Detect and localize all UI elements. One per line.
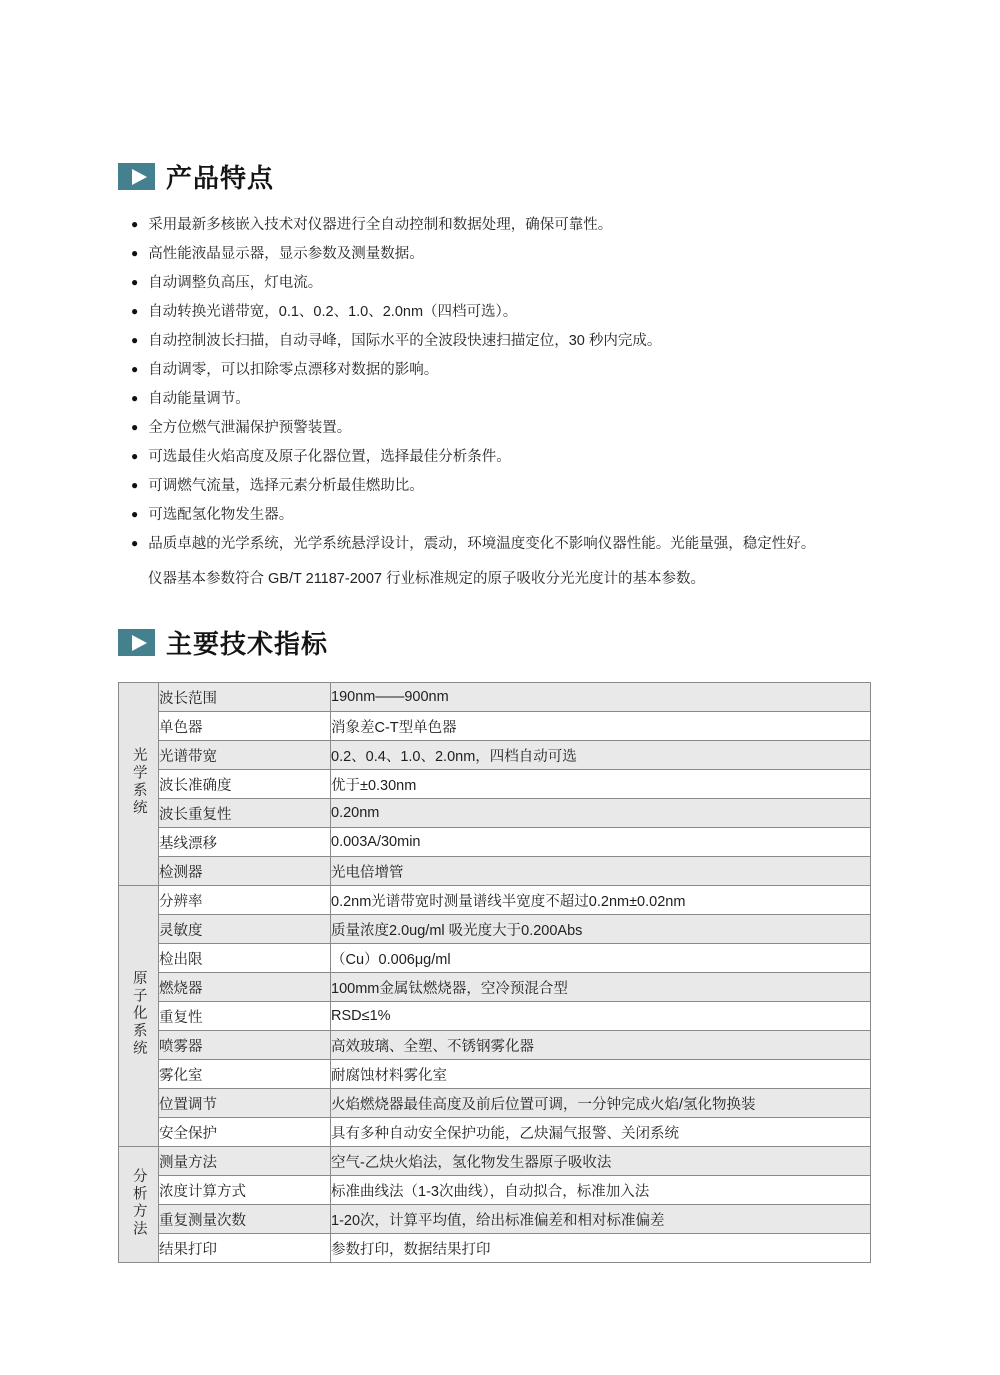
spec-row	[119, 799, 871, 828]
spec-label-cell: 检出限	[159, 944, 331, 973]
feature-item	[131, 443, 877, 472]
spec-label-cell: 喷雾器	[159, 1031, 331, 1060]
spec-row	[119, 1147, 871, 1176]
feature-item	[131, 501, 877, 530]
spec-row	[119, 1118, 871, 1147]
feature-item	[131, 298, 877, 327]
spec-value-cell: 光电倍增管	[331, 857, 871, 886]
spec-row	[119, 915, 871, 944]
feature-item	[131, 327, 877, 356]
spec-row	[119, 973, 871, 1002]
bullet-icon: ●	[131, 449, 139, 463]
feature-text: 采用最新多核嵌入技术对仪器进行全自动控制和数据处理，确保可靠性。	[148, 217, 613, 233]
feature-text: 自动转换光谱带宽，0.1、0.2、1.0、2.0nm（四档可选）。	[148, 304, 518, 320]
feature-text: 自动能量调节。	[148, 391, 250, 407]
feature-text: 可调燃气流量，选择元素分析最佳燃助比。	[148, 478, 424, 494]
arrow-icon	[118, 163, 155, 190]
spec-value-cell: 标准曲线法（1-3次曲线），自动拟合，标准加入法	[331, 1176, 871, 1205]
feature-item	[131, 211, 877, 240]
play-triangle-icon	[132, 169, 147, 185]
spec-row	[119, 770, 871, 799]
bullet-icon: ●	[131, 217, 139, 231]
spec-value-cell: 火焰燃烧器最佳高度及前后位置可调，一分钟完成火焰/氢化物换装	[331, 1089, 871, 1118]
spec-label-cell: 雾化室	[159, 1060, 331, 1089]
spec-label-cell: 灵敏度	[159, 915, 331, 944]
tech-specs-section	[118, 624, 877, 1263]
spec-label-cell: 光谱带宽	[159, 741, 331, 770]
spec-row	[119, 1176, 871, 1205]
spec-row	[119, 857, 871, 886]
spec-value-cell: 耐腐蚀材料雾化室	[331, 1060, 871, 1089]
bullet-icon: ●	[131, 391, 139, 405]
standards-note: 仪器基本参数符合 GB/T 21187-2007 行业标准规定的原子吸收分光光度计的基本参数。	[148, 571, 705, 587]
spec-label-cell: 安全保护	[159, 1118, 331, 1147]
bullet-icon: ●	[131, 246, 139, 260]
spec-row	[119, 886, 871, 915]
spec-value-cell: 0.20nm	[331, 799, 871, 828]
bullet-icon: ●	[131, 275, 139, 289]
spec-value-cell: 0.2、0.4、1.0、2.0nm，四档自动可选	[331, 741, 871, 770]
spec-group-cell	[119, 1147, 159, 1263]
product-features-section	[118, 158, 877, 590]
bullet-icon: ●	[131, 478, 139, 492]
spec-value-cell: RSD≤1%	[331, 1002, 871, 1031]
spec-row	[119, 712, 871, 741]
spec-value-cell: 0.2nm光谱带宽时测量谱线半宽度不超过0.2nm±0.02nm	[331, 886, 871, 915]
feature-text: 自动调零，可以扣除零点漂移对数据的影响。	[148, 362, 439, 378]
spec-label-cell: 燃烧器	[159, 973, 331, 1002]
features-heading: 产品特点	[166, 163, 275, 193]
spec-value-cell: 0.003A/30min	[331, 828, 871, 857]
spec-value-cell: 空气-乙炔火焰法，氢化物发生器原子吸收法	[331, 1147, 871, 1176]
features-list	[131, 211, 877, 559]
spec-row	[119, 944, 871, 973]
spec-value-cell: 优于±0.30nm	[331, 770, 871, 799]
spec-row	[119, 828, 871, 857]
spec-group-label: 光学系统	[130, 747, 147, 817]
play-triangle-icon	[132, 635, 147, 651]
specs-heading: 主要技术指标	[166, 629, 329, 659]
spec-label-cell: 浓度计算方式	[159, 1176, 331, 1205]
spec-label-cell: 波长准确度	[159, 770, 331, 799]
specs-table	[118, 682, 871, 1263]
bullet-icon: ●	[131, 420, 139, 434]
feature-text: 自动调整负高压，灯电流。	[148, 275, 323, 291]
spec-row	[119, 683, 871, 712]
spec-value-cell: 消象差C-T型单色器	[331, 712, 871, 741]
feature-text: 可选最佳火焰高度及原子化器位置，选择最佳分析条件。	[148, 449, 511, 465]
feature-text: 可选配氢化物发生器。	[148, 507, 294, 523]
spec-row	[119, 1234, 871, 1263]
feature-item	[131, 269, 877, 298]
arrow-icon	[118, 629, 155, 656]
spec-row	[119, 1031, 871, 1060]
spec-row	[119, 1060, 871, 1089]
spec-row	[119, 1002, 871, 1031]
features-heading-row	[118, 158, 877, 195]
bullet-icon: ●	[131, 304, 139, 318]
spec-label-cell: 测量方法	[159, 1147, 331, 1176]
spec-group-label: 原子化系统	[130, 970, 147, 1058]
spec-label-cell: 分辨率	[159, 886, 331, 915]
feature-item	[131, 530, 877, 559]
spec-label-cell: 单色器	[159, 712, 331, 741]
spec-label-cell: 基线漂移	[159, 828, 331, 857]
bullet-icon: ●	[131, 362, 139, 376]
spec-label-cell: 结果打印	[159, 1234, 331, 1263]
bullet-icon: ●	[131, 333, 139, 347]
spec-group-label: 分析方法	[130, 1167, 147, 1238]
feature-item	[131, 240, 877, 269]
feature-text: 高性能液晶显示器，显示参数及测量数据。	[148, 246, 424, 262]
feature-item	[131, 414, 877, 443]
spec-label-cell: 波长重复性	[159, 799, 331, 828]
spec-value-cell: 参数打印，数据结果打印	[331, 1234, 871, 1263]
spec-group-cell	[119, 683, 159, 886]
spec-value-cell: （Cu）0.006μg/ml	[331, 944, 871, 973]
spec-label-cell: 检测器	[159, 857, 331, 886]
spec-value-cell: 190nm——900nm	[331, 683, 871, 712]
spec-row	[119, 1205, 871, 1234]
feature-item	[131, 356, 877, 385]
feature-text: 品质卓越的光学系统，光学系统悬浮设计，震动，环境温度变化不影响仪器性能。光能量强，稳定性好。	[148, 536, 816, 552]
feature-item	[131, 472, 877, 501]
spec-value-cell: 具有多种自动安全保护功能，乙炔漏气报警、关闭系统	[331, 1118, 871, 1147]
feature-text: 自动控制波长扫描，自动寻峰，国际水平的全波段快速扫描定位，30 秒内完成。	[148, 333, 662, 349]
specs-heading-row	[118, 624, 877, 661]
spec-value-cell: 质量浓度2.0ug/ml 吸光度大于0.200Abs	[331, 915, 871, 944]
feature-text: 全方位燃气泄漏保护预警装置。	[148, 420, 352, 436]
feature-item	[131, 385, 877, 414]
spec-label-cell: 重复性	[159, 1002, 331, 1031]
spec-row	[119, 1089, 871, 1118]
spec-value-cell: 高效玻璃、全塑、不锈钢雾化器	[331, 1031, 871, 1060]
spec-row	[119, 741, 871, 770]
spec-label-cell: 位置调节	[159, 1089, 331, 1118]
spec-label-cell: 波长范围	[159, 683, 331, 712]
bullet-icon: ●	[131, 507, 139, 521]
spec-group-cell	[119, 886, 159, 1147]
bullet-icon: ●	[131, 536, 139, 550]
spec-label-cell: 重复测量次数	[159, 1205, 331, 1234]
spec-value-cell: 100mm金属钛燃烧器，空冷预混合型	[331, 973, 871, 1002]
spec-value-cell: 1-20次，计算平均值，给出标准偏差和相对标准偏差	[331, 1205, 871, 1234]
